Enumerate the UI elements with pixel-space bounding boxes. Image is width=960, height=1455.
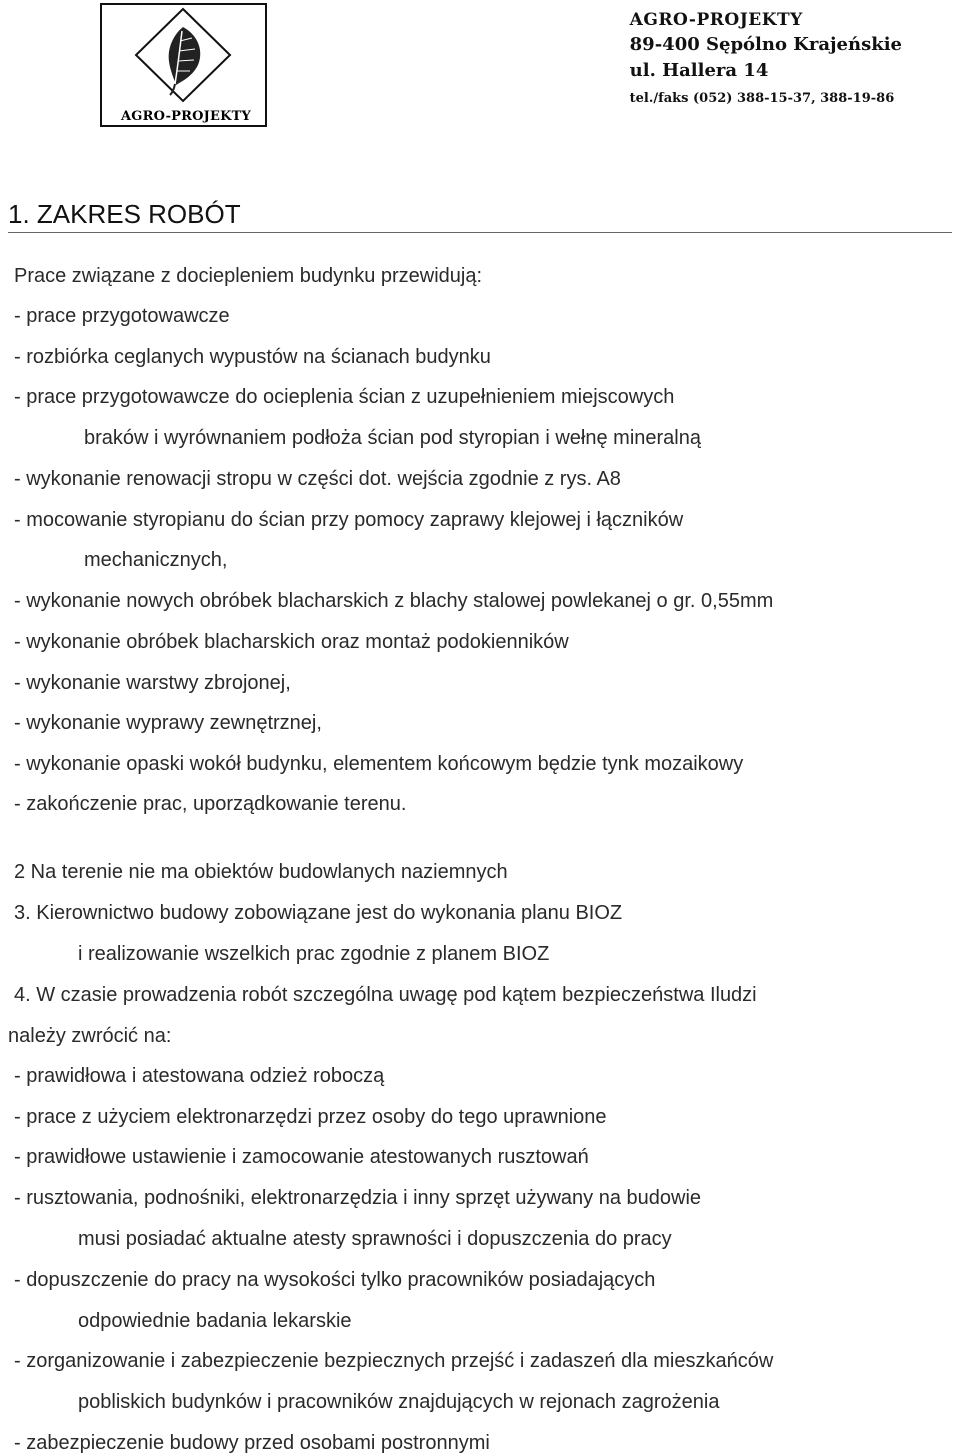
list-item: - wykonanie renowacji stropu w części dot. wejścia zgodnie z rys. A8 [14, 468, 621, 490]
list-item: - wykonanie nowych obróbek blacharskich z blachy stalowej powlekanej o gr. 0,55mm [14, 590, 774, 612]
list-item: - wykonanie obróbek blacharskich oraz montaż podokienników [14, 631, 569, 653]
leaf-emblem-icon [102, 5, 265, 105]
section-title: 1. ZAKRES ROBÓT [8, 198, 952, 233]
list-item: - wykonanie opaski wokół budynku, elementem końcowym będzie tynk mozaikowy [14, 753, 744, 775]
list-item: - prace przygotowawcze [14, 305, 230, 327]
company-logo [100, 3, 267, 127]
company-header [630, 8, 902, 112]
list-item-continuation: braków i wyrównaniem podłoża ścian pod styropian i wełnę mineralną [84, 427, 701, 449]
intro-line: Prace związane z dociepleniem budynku przewidują: [14, 265, 483, 287]
list-item: - prawidłowe ustawienie i zamocowanie atestowanych rusztowań [14, 1146, 589, 1168]
list-item-continuation: mechanicznych, [84, 549, 228, 571]
list-item: - wykonanie wyprawy zewnętrznej, [14, 712, 322, 734]
list-item-continuation: pobliskich budynków i pracowników znajdujących w rejonach zagrożenia [78, 1391, 720, 1413]
list-item-continuation: odpowiednie badania lekarskie [78, 1310, 352, 1332]
numbered-point: 3. Kierownictwo budowy zobowiązane jest do wykonania planu BIOZ [14, 902, 623, 924]
list-item: - zabezpieczenie budowy przed osobami postronnymi [14, 1432, 490, 1454]
list-item: - prawidłowa i atestowana odzież roboczą [14, 1065, 385, 1087]
list-item: - prace przygotowawcze do ocieplenia ścian z uzupełnieniem miejscowych [14, 386, 675, 408]
company-name: AGRO-PROJEKTY [629, 10, 803, 30]
list-item: - mocowanie styropianu do ścian przy pomocy zaprawy klejowej i łączników [14, 509, 684, 531]
list-item: - prace z użyciem elektronarzędzi przez osoby do tego uprawnione [14, 1106, 607, 1128]
logo-text: AGRO-PROJEKTY [120, 109, 251, 124]
company-city: 89-400 Sępólno Krajeńskie [629, 34, 902, 55]
company-street: ul. Hallera 14 [629, 60, 769, 81]
list-item: - rozbiórka ceglanych wypustów na ścianach budynku [14, 346, 491, 368]
list-item: - zorganizowanie i zabezpieczenie bezpiecznych przejść i zadaszeń dla mieszkańców [14, 1350, 774, 1372]
company-phone: tel./faks (052) 388-15-37, 388-19-86 [629, 91, 895, 106]
numbered-point: 4. W czasie prowadzenia robót szczególna uwagę pod kątem bezpieczeństwa Iludzi [14, 984, 757, 1006]
list-item: - rusztowania, podnośniki, elektronarzędzia i inny sprzęt używany na budowie [14, 1187, 702, 1209]
list-item: - dopuszczenie do pracy na wysokości tylko pracowników posiadających [14, 1269, 656, 1291]
list-item-continuation: musi posiadać aktualne atesty sprawności i dopuszczenia do pracy [78, 1228, 672, 1250]
numbered-point-continuation: i realizowanie wszelkich prac zgodnie z planem BIOZ [78, 943, 550, 965]
list-item: - wykonanie warstwy zbrojonej, [14, 672, 291, 694]
numbered-point: 2 Na terenie nie ma obiektów budowlanych naziemnych [14, 861, 508, 883]
numbered-point-continuation: należy zwrócić na: [8, 1025, 172, 1047]
list-item: - zakończenie prac, uporządkowanie terenu. [14, 793, 407, 815]
